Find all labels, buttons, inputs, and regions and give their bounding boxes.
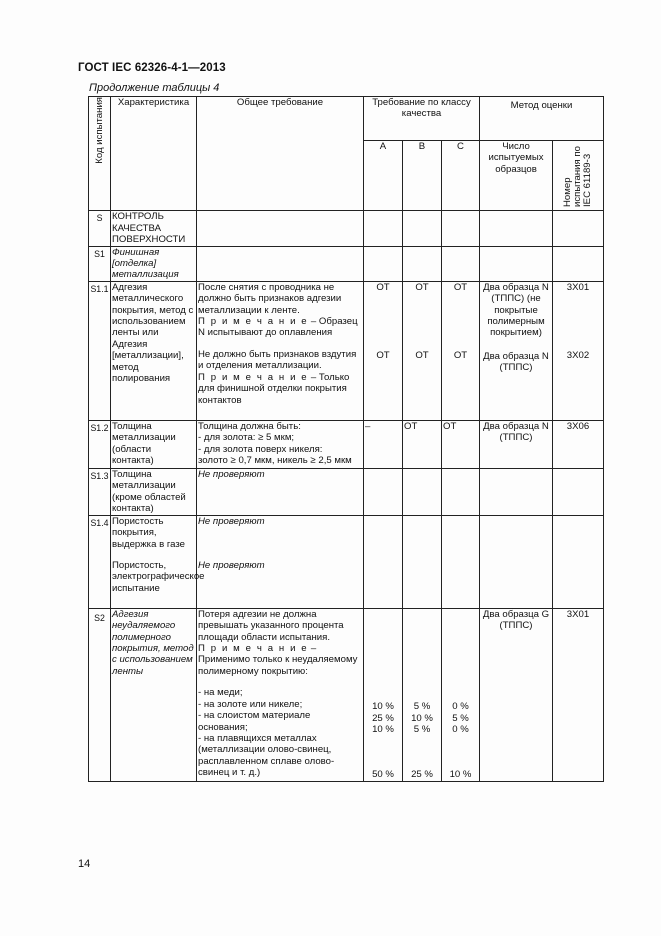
row-samples: Два образца N (ТППС): [480, 420, 553, 468]
row-requirement: Не проверяют: [197, 468, 364, 515]
row-requirement: Не проверяют Не проверяют: [197, 515, 364, 608]
row-code: S1.1: [89, 281, 111, 420]
row-characteristic: Финишная [отделка] металлизация: [111, 246, 197, 281]
header-class-b: В: [403, 141, 442, 211]
table-row: [89, 281, 604, 420]
table-row: [89, 468, 604, 515]
table-row: [89, 608, 604, 781]
table-row: [89, 211, 604, 246]
row-method-number: 3X01: [553, 608, 604, 781]
row-class-a: 10 % 25 % 10 % 50 %: [364, 608, 403, 781]
row-code: S2: [89, 608, 111, 781]
header-class-a: А: [364, 141, 403, 211]
row-method-number: 3X01 3X02: [553, 281, 604, 420]
table-row: [89, 246, 604, 281]
row-characteristic: Толщина металлизации (кроме областей контакта): [111, 468, 197, 515]
row-characteristic: Толщина металлизации (области контакта): [111, 420, 197, 468]
row-samples: Два образца N (ТППС) (не покрытые полимерным покрытием) Два образца N (ТППС): [480, 281, 553, 420]
row-method-number: 3X06: [553, 420, 604, 468]
table-continuation-label: Продолжение таблицы 4: [89, 82, 220, 94]
row-class-c: ОТ: [442, 420, 480, 468]
row-requirement: После снятия с проводника не должно быть признаков адгезии металлизации к ленте. П р и м е ч а н и е – Образец N испытывают до оплавления Не должно быть признаков вздутия и отделения металлизации. П р и м е ч а н и е – Только для финишной отделки покрытия контактов: [197, 281, 364, 420]
header-class-c: С: [442, 141, 480, 211]
row-code: S1.3: [89, 468, 111, 515]
row-class-b: ОТ ОТ: [403, 281, 442, 420]
table-row: [89, 515, 604, 608]
row-characteristic: Адгезия металлического покрытия, метод с использованием ленты или Адгезия [металлизации], метод полирования: [111, 281, 197, 420]
header-samples: Число испытуемых образцов: [480, 141, 553, 211]
row-characteristic: Адгезия неудаляемого полимерного покрытия, метод с использованием ленты: [111, 608, 197, 781]
header-characteristic: Характеристика: [111, 97, 197, 211]
row-class-c: ОТ ОТ: [442, 281, 480, 420]
row-characteristic: КОНТРОЛЬ КАЧЕСТВА ПОВЕРХНОСТИ: [111, 211, 197, 246]
page-number: 14: [78, 858, 91, 870]
row-code: S1.2: [89, 420, 111, 468]
header-method-number: Номер испытания по IEC 61189-3: [553, 141, 604, 211]
header-general-requirement: Общее требование: [197, 97, 364, 211]
row-code: S1: [89, 246, 111, 281]
requirements-table: [88, 96, 604, 782]
table-row: [89, 420, 604, 468]
row-samples: Два образца G (ТППС): [480, 608, 553, 781]
row-class-b: ОТ: [403, 420, 442, 468]
row-characteristic: Пористость покрытия, выдержка в газе Пористость, электрографическое испытание: [111, 515, 197, 608]
document-title: ГОСТ IEC 62326-4-1—2013: [78, 62, 226, 74]
header-method: Метод оценки: [480, 97, 604, 141]
row-class-a: –: [364, 420, 403, 468]
header-class-requirement: Требование по классу качества: [364, 97, 480, 141]
row-class-a: ОТ ОТ: [364, 281, 403, 420]
row-code: S1.4: [89, 515, 111, 608]
row-class-c: 0 % 5 % 0 % 10 %: [442, 608, 480, 781]
header-code: Код испытания: [89, 97, 111, 211]
row-requirement: Толщина должна быть: - для золота: ≥ 5 мкм; - для золота поверх никеля: золото ≥ 0,7 мкм, никель ≥ 2,5 мкм: [197, 420, 364, 468]
row-requirement: Потеря адгезии не должна превышать указанного процента площади области испытания. П р и м е ч а н и е – Применимо только к неудаляемому полимерному покрытию: - на меди; - на золоте или никеле; - на слоистом материале основания; - на плавящихся металлах (металлизации олово-свинец, расплавленном сплаве олово-свинец и т. д.): [197, 608, 364, 781]
row-code: S: [89, 211, 111, 246]
row-class-b: 5 % 10 % 5 % 25 %: [403, 608, 442, 781]
